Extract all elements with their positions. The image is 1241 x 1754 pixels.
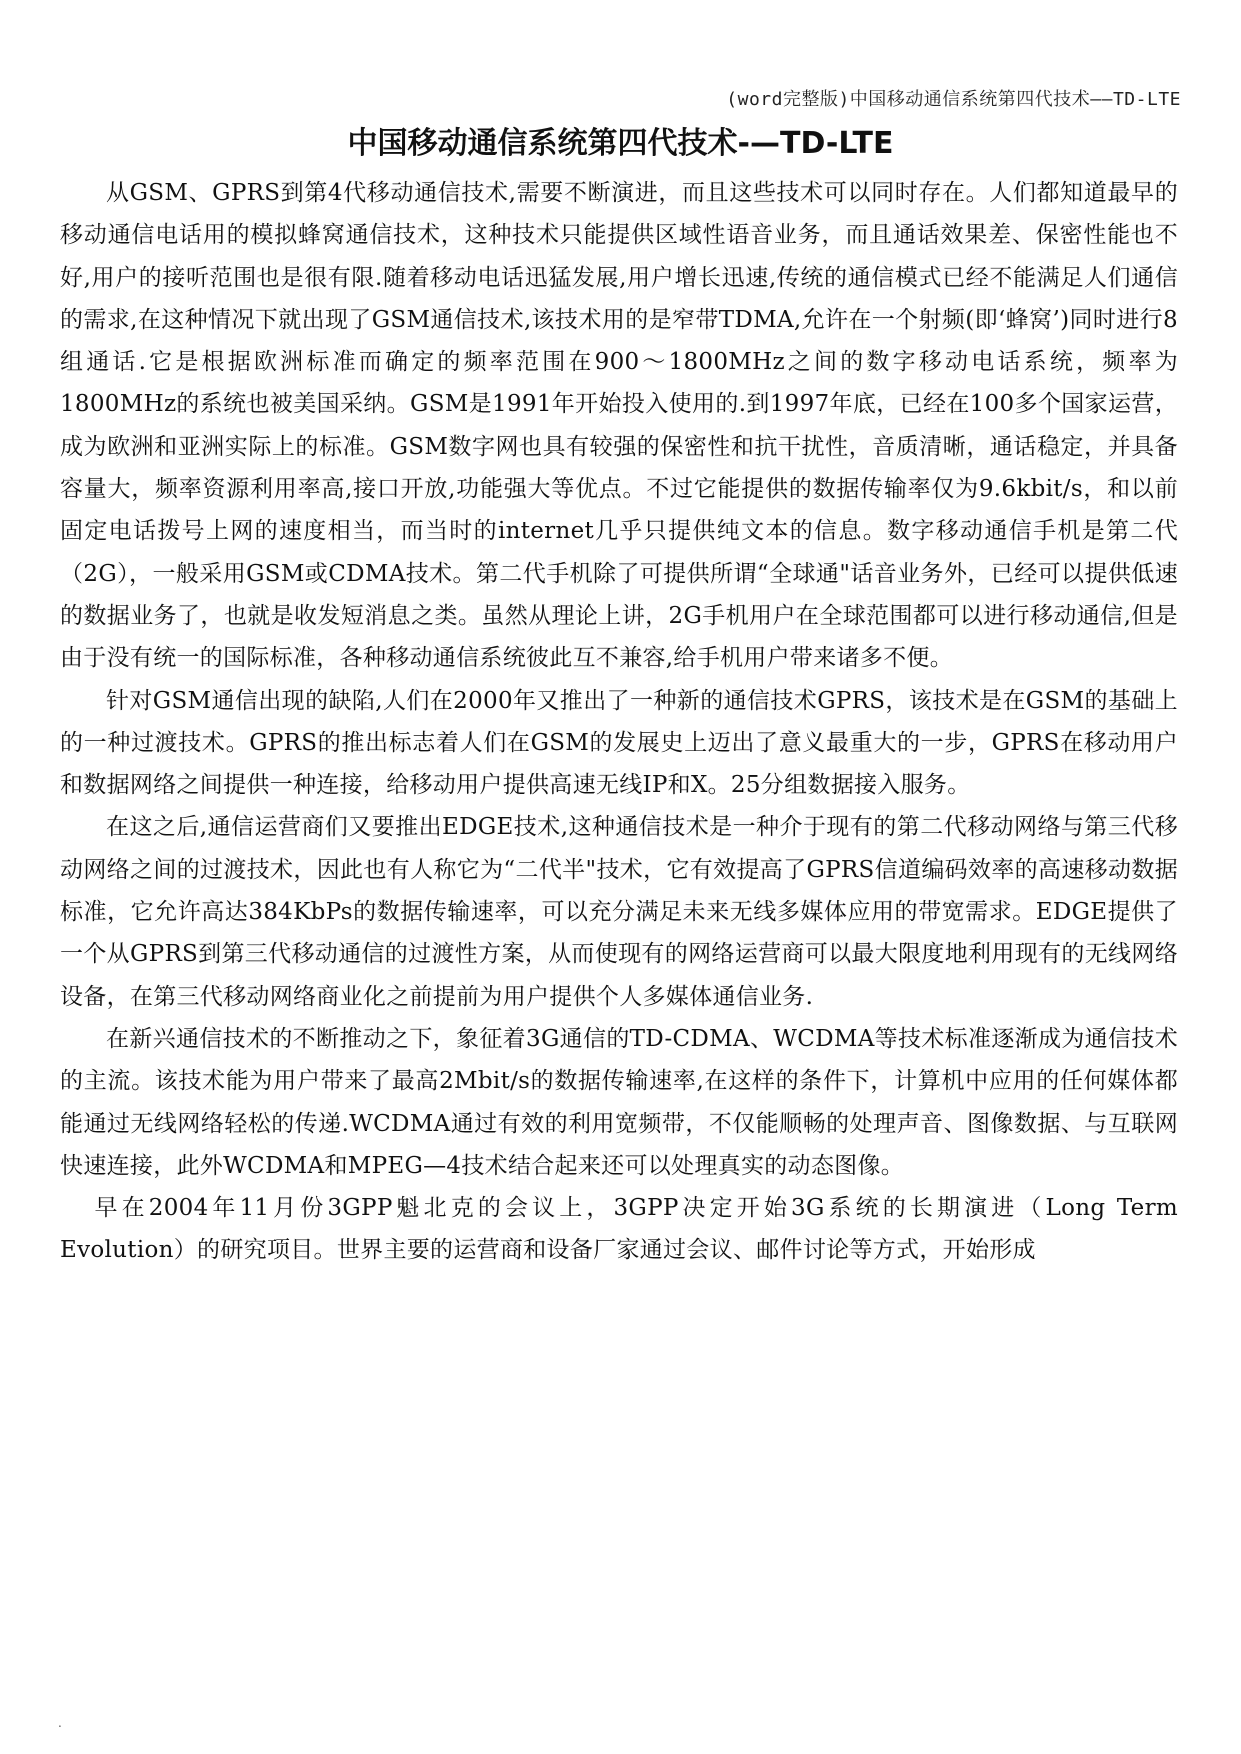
document-title: 中国移动通信系统第四代技术-—TD-LTE — [347, 126, 894, 161]
paragraph-gsm-history: 从GSM、GPRS到第4代移动通信技术,需要不断演进，而且这些技术可以同时存在。人们都知道最早的移动通信电话用的模拟蜂窝通信技术，这种技术只能提供区域性语音业务，而且通话效果差、保密性能也不好,用户的接听范围也是很有限.随着移动电话迅猛发展,用户增长迅速,传统的通信模式已经不能满足人们通信的需求,在这种情况下就出现了GSM通信技术,该技术用的是窄带TDMA,允许在一个射频(即‘蜂窝’)同时进行8组通话.它是根据欧洲标准而确定的频率范围在900～1800MHz之间的数字移动电话系统，频率为1800MHz的系统也被美国采纳。GSM是1991年开始投入使用的.到1997年底，已经在100多个国家运营，成为欧洲和亚洲实际上的标准。GSM数字网也具有较强的保密性和抗干扰性，音质清晰，通话稳定，并具备容量大，频率资源利用率高,接口开放,功能强大等优点。不过它能提供的数据传输率仅为9.6kbit/s，和以前固定电话拨号上网的速度相当，而当时的internet几乎只提供纯文本的信息。数字移动通信手机是第二代（2G），一般采用GSM或CDMA技术。第二代手机除了可提供所谓“全球通"话音业务外，已经可以提供低速的数据业务了，也就是收发短消息之类。虽然从理论上讲，2G手机用户在全球范围都可以进行移动通信,但是由于没有统一的国际标准，各种移动通信系统彼此互不兼容,给手机用户带来诸多不便。 — [60, 180, 1178, 672]
running-header: (word完整版)中国移动通信系统第四代技术——TD-LTE — [726, 89, 1181, 110]
footer-mark: . — [58, 1716, 62, 1730]
paragraph-lte-intro: 早在2004年11月份3GPP魁北克的会议上，3GPP决定开始3G系统的长期演进（Long Term Evolution）的研究项目。世界主要的运营商和设备厂家通过会议、邮件讨论等方式，开始形成 — [60, 1195, 1178, 1264]
paragraph-edge: 在这之后,通信运营商们又要推出EDGE技术,这种通信技术是一种介于现有的第二代移动网络与第三代移动网络之间的过渡技术，因此也有人称它为“二代半"技术，它有效提高了GPRS信道编码效率的高速移动数据标准，它允许高达384KbPs的数据传输速率，可以充分满足未来无线多媒体应用的带宽需求。EDGE提供了一个从GPRS到第三代移动通信的过渡性方案，从而使现有的网络运营商可以最大限度地利用现有的无线网络设备，在第三代移动网络商业化之前提前为用户提供个人多媒体通信业务. — [60, 814, 1178, 1010]
paragraph-3g: 在新兴通信技术的不断推动之下，象征着3G通信的TD-CDMA、WCDMA等技术标准逐渐成为通信技术的主流。该技术能为用户带来了最高2Mbit/s的数据传输速率,在这样的条件下，计算机中应用的任何媒体都能通过无线网络轻松的传递.WCDMA通过有效的利用宽频带，不仅能顺畅的处理声音、图像数据、与互联网快速连接，此外WCDMA和MPEG—4技术结合起来还可以处理真实的动态图像。 — [60, 1025, 1178, 1179]
document-body — [60, 172, 1178, 1272]
paragraph-gprs: 针对GSM通信出现的缺陷,人们在2000年又推出了一种新的通信技术GPRS，该技术是在GSM的基础上的一种过渡技术。GPRS的推出标志着人们在GSM的发展史上迈出了意义最重大的一步，GPRS在移动用户和数据网络之间提供一种连接，给移动用户提供高速无线IP和X。25分组数据接入服务。 — [60, 687, 1178, 799]
